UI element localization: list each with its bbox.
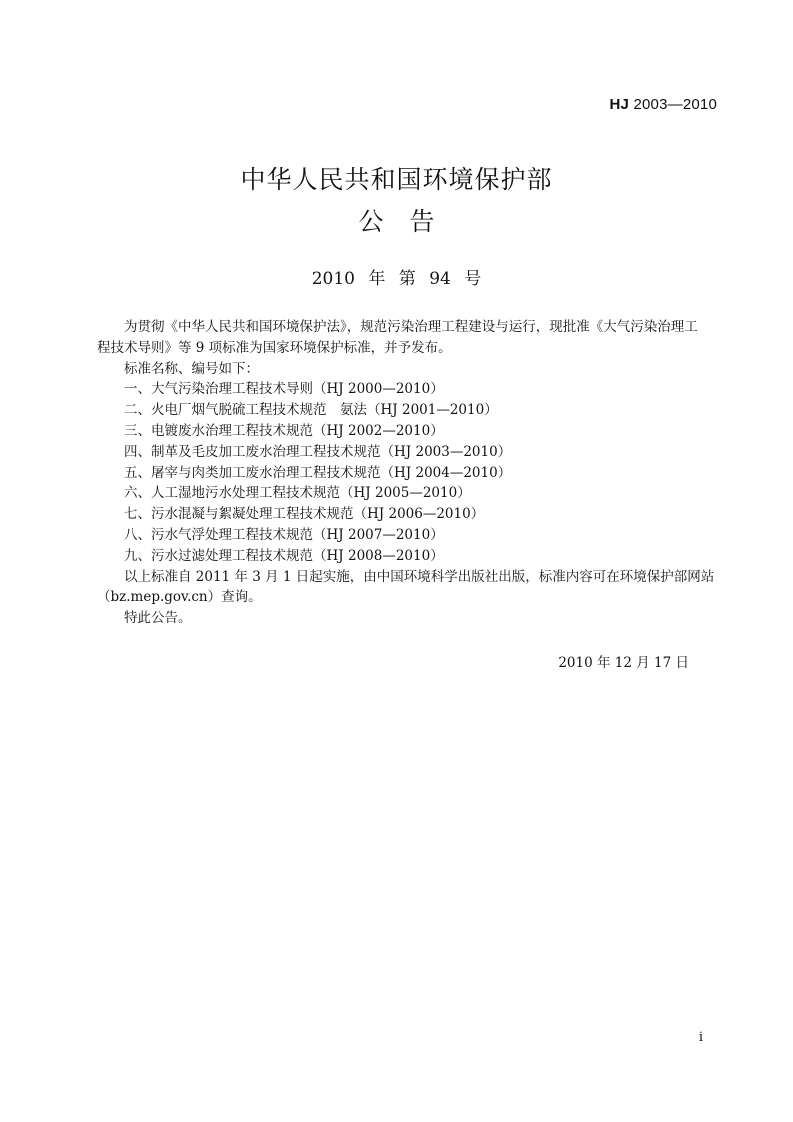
notice-body [97,317,719,629]
notice-number: 2010 年 第 94 号 [311,269,482,289]
standard-list-item: 八、污水气浮处理工程技术规范（HJ 2007—2010） [124,526,444,543]
intro-paragraph-line1: 为贯彻《中华人民共和国环境保护法》，规范污染治理工程建设与运行，现批准《大气污染治理工 [124,319,698,335]
standard-list-item: 七、污水混凝与絮凝处理工程技术规范（HJ 2006—2010） [124,506,485,523]
standard-code [610,96,718,113]
standard-prefix: HJ [609,96,630,113]
issue-date: 2010 年 12 月 17 日 [558,655,689,671]
notice-title: 公告 [358,207,461,236]
standard-list-item: 四、制革及毛皮加工废水治理工程技术规范（HJ 2003—2010） [124,443,512,460]
page-number: i [698,1030,703,1045]
standard-list-item: 三、电镀废水治理工程技术规范（HJ 2002—2010） [124,422,444,439]
closing-line: 特此公告。 [124,610,192,627]
intro-paragraph-line2: 程技术导则》等 9 项标准为国家环境保护标准，并予发布。 [97,339,452,356]
standard-list-item: 六、人工湿地污水处理工程技术规范（HJ 2005—2010） [124,485,471,502]
standard-number: 2003—2010 [633,96,717,113]
implementation-line2: （bz.mep.gov.cn）查询。 [97,589,262,606]
standard-list-item: 二、火电厂烟气脱硫工程技术规范 氨法（HJ 2001—2010） [124,402,498,419]
organization-title: 中华人民共和国环境保护部 [240,165,553,194]
implementation-line1: 以上标准自 2011 年 3 月 1 日起实施，由中国环境科学出版社出版，标准内容可在环境保护部网站 [124,568,715,585]
list-intro: 标准名称、编号如下： [124,360,259,377]
standard-list-item: 九、污水过滤处理工程技术规范（HJ 2008—2010） [124,547,444,564]
standard-list-item: 五、屠宰与肉类加工废水治理工程技术规范（HJ 2004—2010） [124,464,512,481]
standard-list-item: 一、大气污染治理工程技术导则（HJ 2000—2010） [124,381,444,398]
